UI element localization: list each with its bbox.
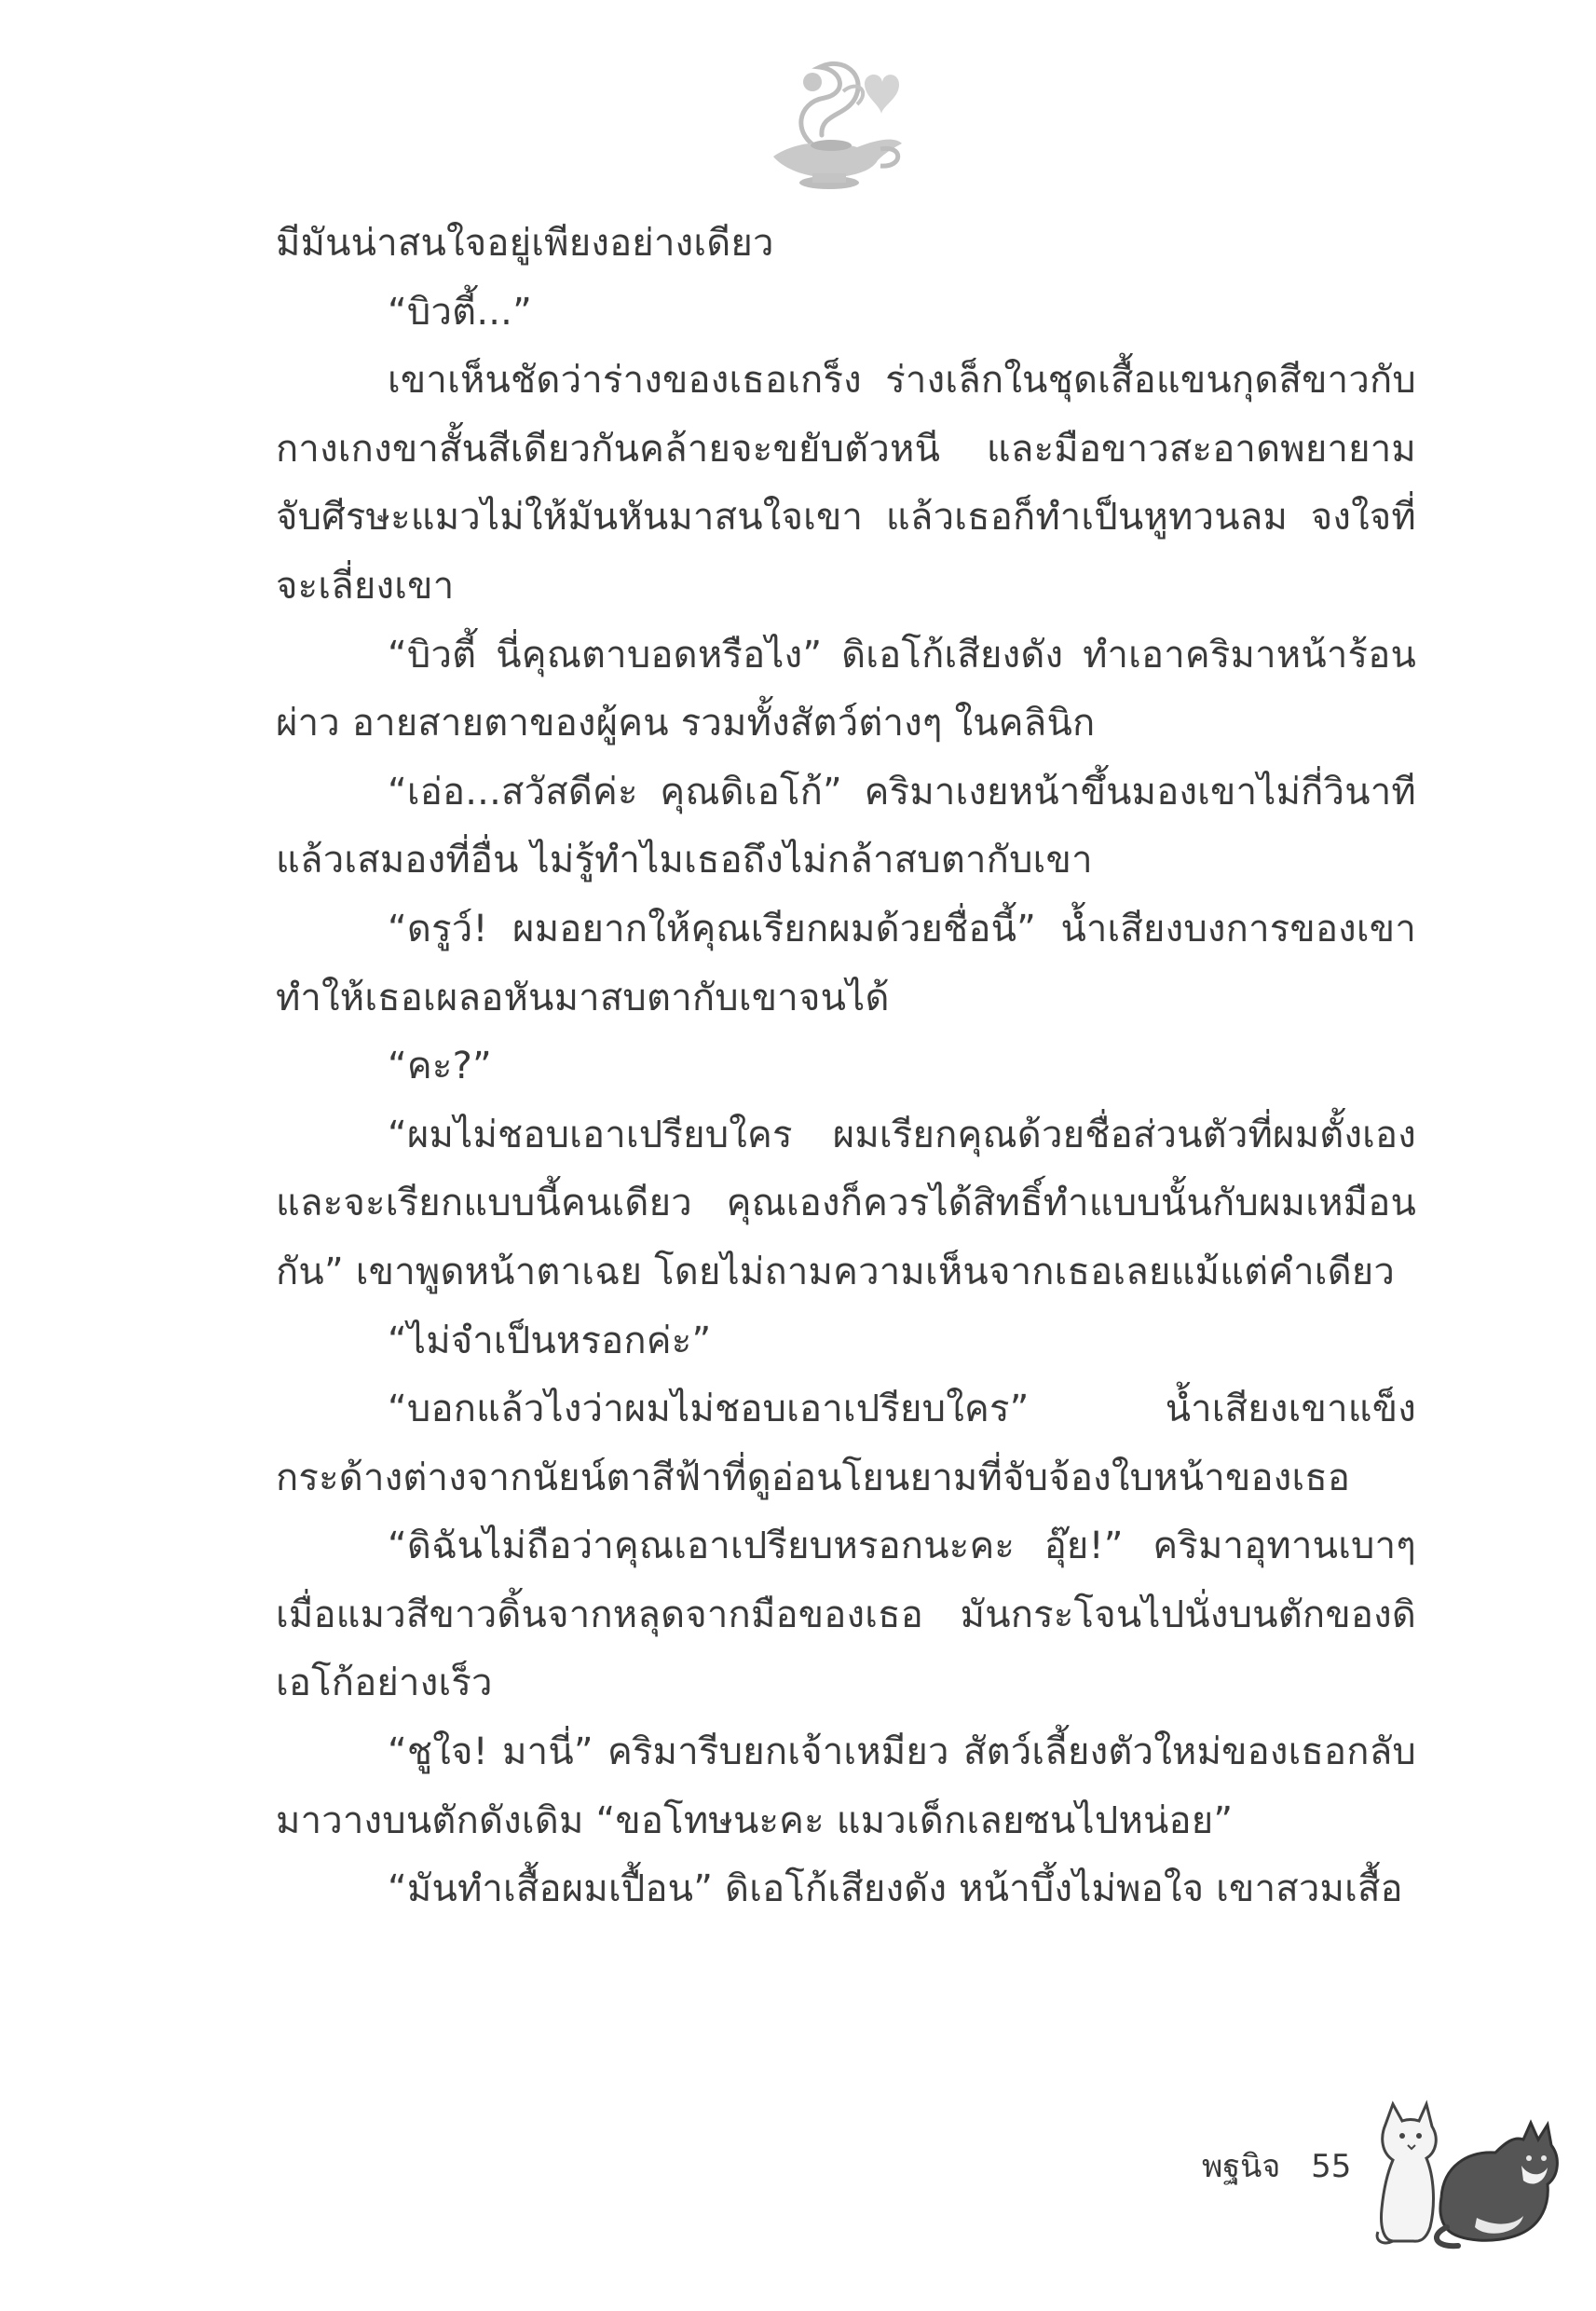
paragraph: “ชูใจ! มานี่” คริมารีบยกเจ้าเหมียว สัตว์เลี้ยงตัวใหม่ของเธอกลับมาวางบนตักดังเดิม “ขอโทษนะคะ แมวเด็กเลยซนไปหน่อย” — [276, 1730, 1416, 1842]
paragraph: มีมันน่าสนใจอยู่เพียงอย่างเดียว — [276, 222, 774, 265]
author-name: พฐนิจ — [1202, 2148, 1281, 2185]
cats-illustration-icon — [1365, 2087, 1565, 2250]
paragraph: “มันทำเสื้อผมเปื้อน” ดิเอโก้เสียงดัง หน้าบึ้งไม่พอใจ เขาสวมเสื้อ — [388, 1867, 1403, 1911]
paragraph: “เอ่อ...สวัสดีค่ะ คุณดิเอโก้” คริมาเงยหน้าขึ้นมองเขาไม่กี่วินาทีแล้วเสมองที่อื่น ไม่รู้ทำไมเธอถึงไม่กล้าสบตากับเขา — [276, 770, 1416, 882]
paragraph: “บอกแล้วไงว่าผมไม่ชอบเอาเปรียบใคร” น้ำเสียงเขาแข็งกระด้างต่างจากนัยน์ตาสีฟ้าที่ดูอ่อนโยนยามที่จับจ้องใบหน้าของเธอ — [276, 1388, 1416, 1499]
page-number: 55 — [1311, 2148, 1352, 2185]
paragraph: “บิวตี้ นี่คุณตาบอดหรือไง” ดิเอโก้เสียงดัง ทำเอาคริมาหน้าร้อนผ่าว อายสายตาของผู้คน รวมทั้งสัตว์ต่างๆ ในคลินิก — [276, 633, 1416, 745]
paragraph: เขาเห็นชัดว่าร่างของเธอเกร็ง ร่างเล็กในชุดเสื้อแขนกุดสีขาวกับกางเกงขาสั้นสีเดียวกันคล้ายจะขยับตัวหนี และมือขาวสะอาดพยายามจับศีรษะแมวไม่ให้มันหันมาสนใจเขา แล้วเธอก็ทำเป็นหูทวนลม จงใจที่จะเลี่ยงเขา — [276, 359, 1416, 608]
paragraph: “ดรูว์! ผมอยากให้คุณเรียกผมด้วยชื่อนี้” น้ำเสียงบงการของเขาทำให้เธอเผลอหันมาสบตากับเขาจนได้ — [276, 907, 1416, 1019]
genie-lamp-ornament-icon — [755, 47, 913, 196]
paragraph: “บิวตี้...” — [388, 290, 533, 334]
paragraph: “ดิฉันไม่ถือว่าคุณเอาเปรียบหรอกนะคะ อุ๊ย!” คริมาอุทานเบาๆ เมื่อแมวสีขาวดิ้นจากหลุดจากมือของเธอ มันกระโจนไปนั่งบนตักของดิเอโก้อย่างเร็ว — [276, 1525, 1416, 1705]
paragraph: “คะ?” — [388, 1045, 492, 1088]
paragraph: “ผมไม่ชอบเอาเปรียบใคร ผมเรียกคุณด้วยชื่อส่วนตัวที่ผมตั้งเองและจะเรียกแบบนี้คนเดียว คุณเองก็ควรได้สิทธิ์ทำแบบนั้นกับผมเหมือนกัน” เขาพูดหน้าตาเฉย โดยไม่ถามความเห็นจากเธอเลยแม้แต่คำเดียว — [276, 1113, 1416, 1293]
body-text — [276, 210, 1416, 1924]
paragraph: “ไม่จำเป็นหรอกค่ะ” — [388, 1319, 712, 1362]
page-footer — [1202, 2139, 1351, 2195]
